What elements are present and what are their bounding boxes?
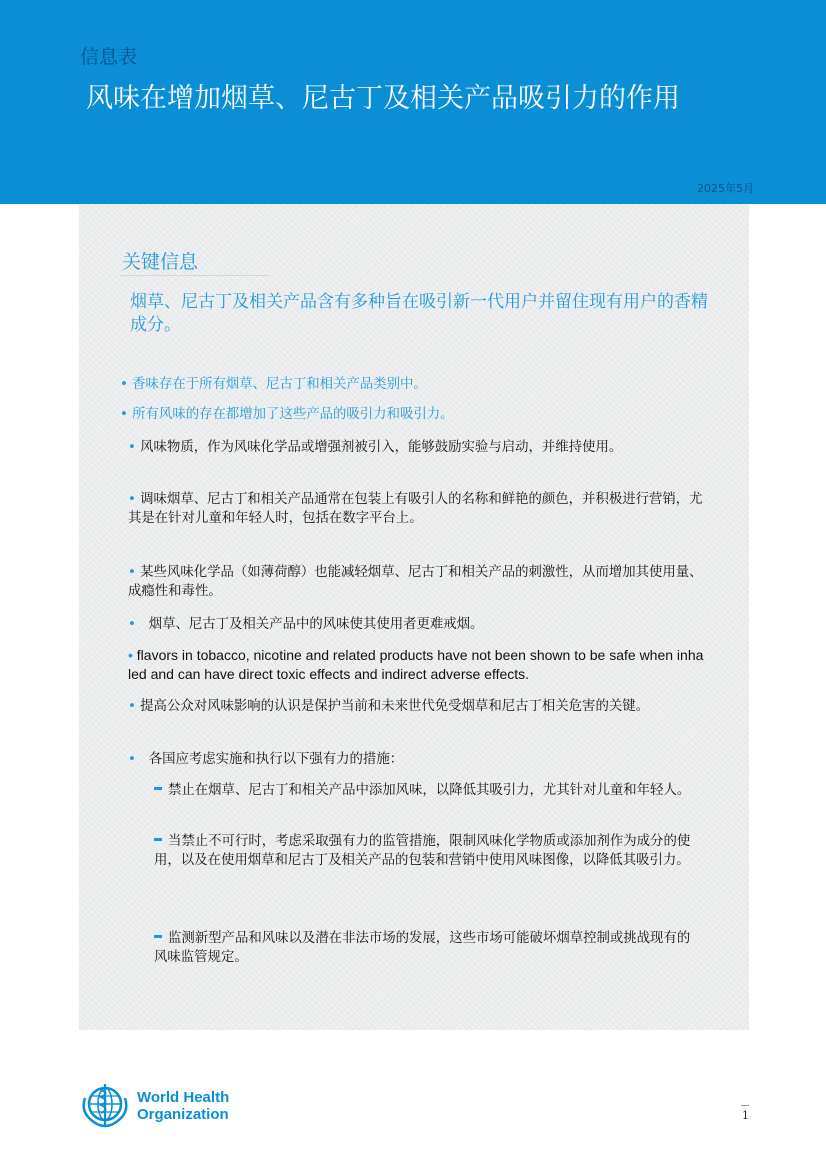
measure-text: 禁止在烟草、尼古丁和相关产品中添加风味，以降低其吸引力，尤其针对儿童和年轻人。 — [168, 783, 691, 798]
key-point-text: 某些风味化学品（如薄荷醇）也能减轻烟草、尼古丁和相关产品的刺激性，从而增加其使用量、成瘾性和毒性。 — [128, 565, 703, 599]
page-number-rule — [741, 1105, 749, 1106]
who-logo — [79, 1080, 279, 1130]
measure-item — [154, 781, 702, 800]
bullet-icon: • — [128, 492, 136, 507]
bullet-icon: • — [128, 752, 136, 767]
document-title: 风味在增加烟草、尼古丁及相关产品吸引力的作用 — [86, 83, 680, 114]
logo-line-1: World Health — [137, 1089, 230, 1106]
bullet-icon: • — [128, 617, 136, 632]
publication-date: 2025年5月 — [697, 182, 754, 195]
key-point-text: 各国应考虑实施和执行以下强有力的措施： — [148, 752, 404, 767]
highlight-point: • 香味存在于所有烟草、尼古丁和相关产品类别中。 — [120, 377, 427, 392]
bullet-icon: • — [128, 647, 133, 663]
bullet-icon: • — [128, 440, 136, 455]
dash-icon — [154, 935, 162, 938]
key-point — [128, 615, 706, 634]
dash-icon — [154, 787, 162, 790]
key-point-text: 烟草、尼古丁及相关产品中的风味使其使用者更难戒烟。 — [148, 617, 484, 632]
key-point — [128, 490, 706, 528]
key-point — [128, 750, 706, 769]
dash-icon — [154, 838, 162, 841]
bullet-icon: • — [128, 699, 136, 714]
key-point-text: 风味物质，作为风味化学品或增强剂被引入，能够鼓励实验与启动，并维持使用。 — [140, 440, 623, 455]
key-point-text: 提高公众对风味影响的认识是保护当前和未来世代免受烟草和尼古丁相关危害的关键。 — [140, 699, 650, 714]
key-point — [128, 646, 706, 684]
heading-divider — [120, 275, 270, 276]
highlight-point: • 所有风味的存在都增加了这些产品的吸引力和吸引力。 — [120, 407, 454, 422]
document-type: 信息表 — [80, 46, 138, 68]
key-point-text: flavors in tobacco, nicotine and related products have not been shown to be safe when inhaled and can have direct toxic effects and indirect adverse effects. — [128, 647, 704, 682]
measure-text: 监测新型产品和风味以及潜在非法市场的发展，这些市场可能破坏烟草控制或挑战现有的风味监管规定。 — [154, 931, 691, 965]
page-number: 1 — [742, 1109, 749, 1122]
bullet-icon: • — [128, 565, 136, 580]
key-point — [128, 697, 706, 716]
lead-statement: 烟草、尼古丁及相关产品含有多种旨在吸引新一代用户并留住现有用户的香精成分。 — [130, 292, 708, 335]
key-point — [128, 438, 706, 457]
key-point-text: 调味烟草、尼古丁和相关产品通常在包装上有吸引人的名称和鲜艳的颜色，并积极进行营销，尤其是在针对儿童和年轻人时，包括在数字平台上。 — [128, 492, 703, 526]
header-banner — [0, 0, 826, 204]
measure-text: 当禁止不可行时，考虑采取强有力的监管措施，限制风味化学物质或添加剂作为成分的使用，以及在使用烟草和尼古丁及相关产品的包装和营销中使用风味图像，以降低其吸引力。 — [154, 834, 691, 868]
measure-item — [154, 832, 702, 870]
key-point — [128, 563, 706, 601]
measure-item — [154, 929, 702, 967]
who-emblem-icon — [79, 1080, 131, 1130]
who-wordmark — [137, 1089, 229, 1123]
logo-line-2: Organization — [137, 1106, 229, 1123]
section-heading: 关键信息 — [122, 251, 199, 273]
